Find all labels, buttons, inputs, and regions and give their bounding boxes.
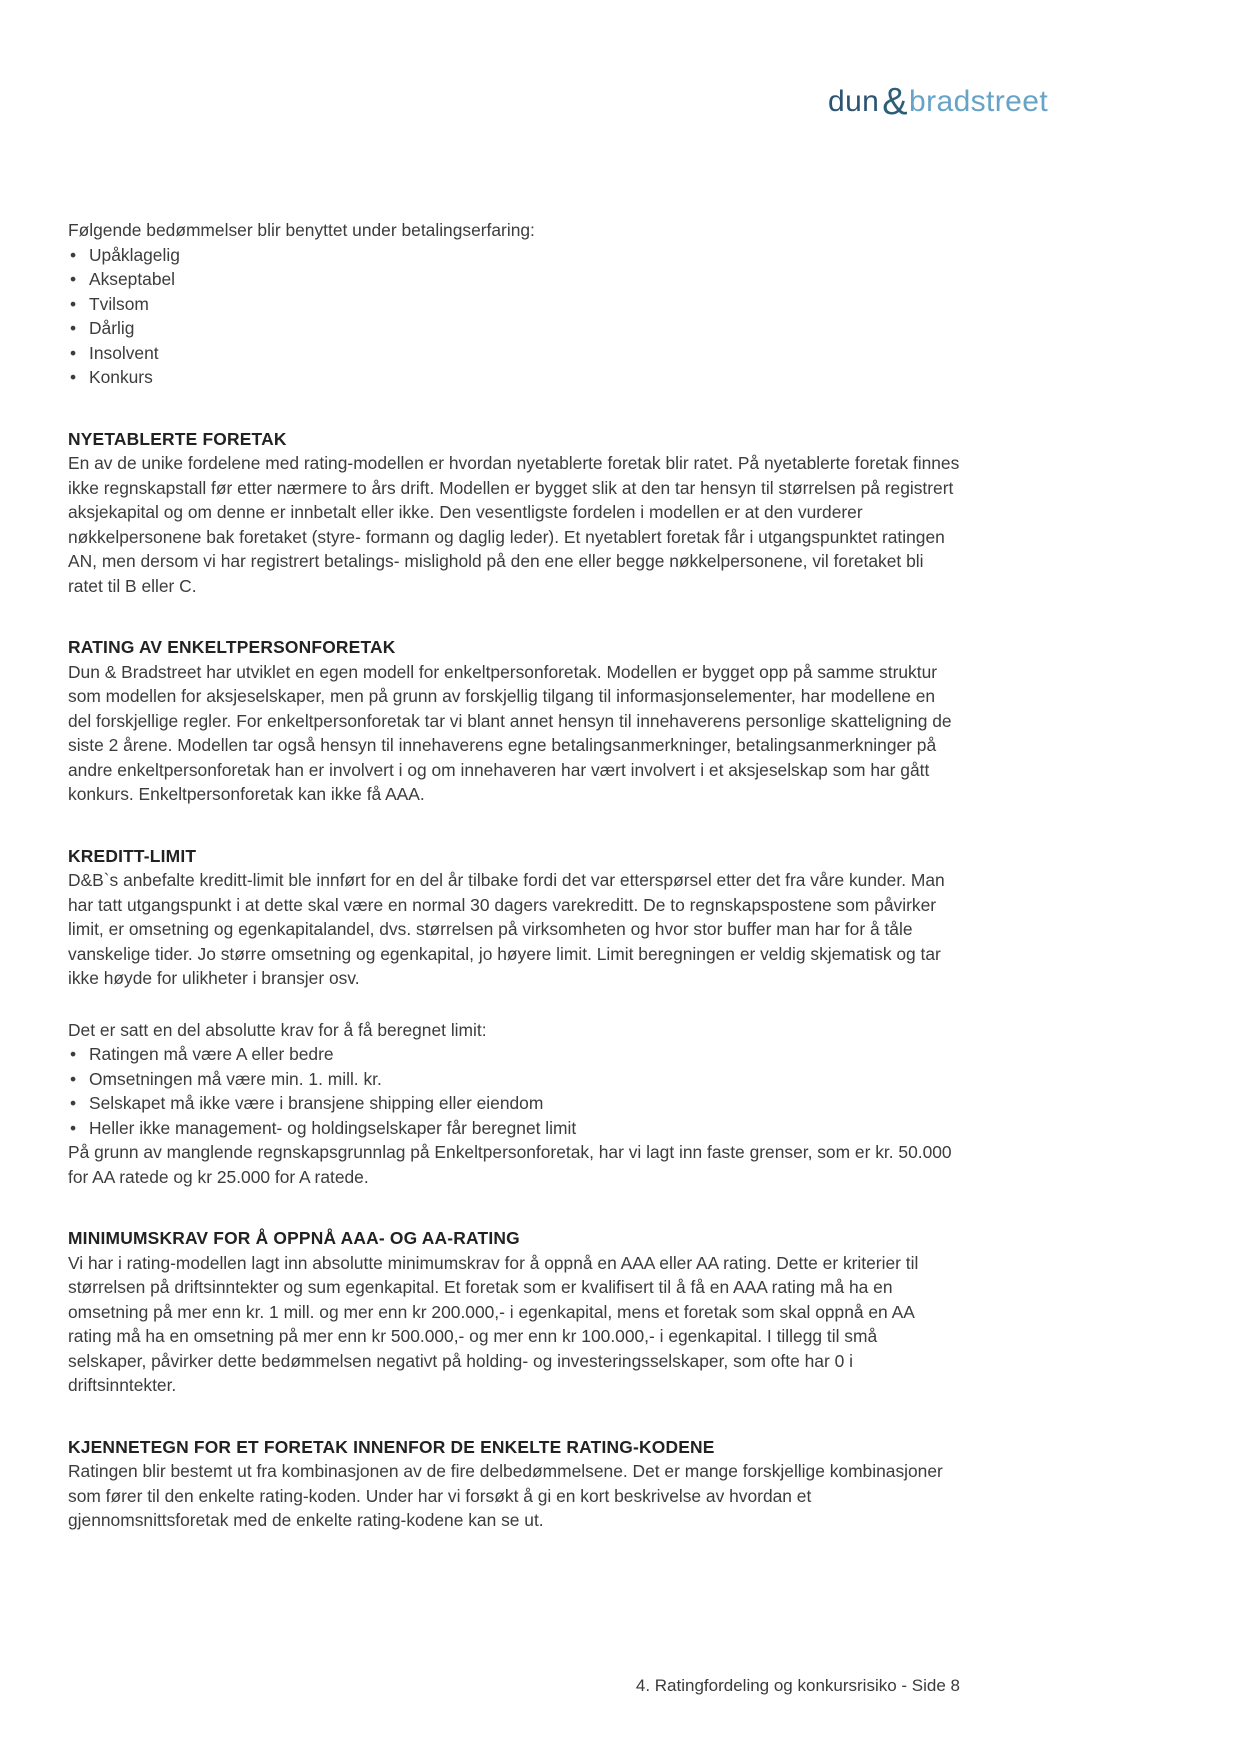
footer-page-label: 4. Ratingfordeling og konkursrisiko - Side 8 (635, 1676, 960, 1695)
section-heading: NYETABLERTE FORETAK (68, 428, 287, 449)
payment-assessments-lead: Følgende bedømmelser blir benyttet under betalingserfaring: (68, 220, 535, 240)
list-item: • Omsetningen må være min. 1. mill. kr. (68, 1067, 960, 1092)
list-item: • Insolvent (68, 341, 960, 366)
section-body-text: Ratingen blir bestemt ut fra kombinasjonen av de fire delbedømmelsene. Det er mange forskjellige kombinasjoner som fører til den enkelte rating-koden. Under har vi forsøkt å gi en kort beskrivelse av hvordan et gjennomsnittsforetak med de enkelte rating-kodene kan se ut. (68, 1461, 943, 1530)
list-item: • Selskapet må ikke være i bransjene shipping eller eiendom (68, 1091, 960, 1116)
section-new-companies (68, 427, 960, 599)
payment-assessments-list (68, 243, 960, 390)
limit-requirements-lead: Det er satt en del absolutte krav for å få beregnet limit: (68, 1019, 487, 1040)
list-item: • Heller ikke management- og holdingselskaper får beregnet limit (68, 1116, 960, 1141)
list-item: • Akseptabel (68, 267, 960, 292)
section-heading: KJENNETEGN FOR ET FORETAK INNENFOR DE ENKELTE RATING-KODENE (68, 1436, 715, 1457)
section-sole-proprietorships (68, 635, 960, 807)
section-body-text: Dun & Bradstreet har utviklet en egen modell for enkeltpersonforetak. Modellen er bygget opp på samme struktur som modellen for aksjeselskaper, men på grunn av forskjellig tilgang til informasjonselementer, har modellene en del forskjellige regler. For enkeltpersonforetak tar vi blant annet hensyn til innehaverens personlige skatteligning de siste 2 årene. Modellen tar også hensyn til innehaverens egne betalingsanmerkninger, betalingsanmerkninger på andre enkeltpersonforetak han er involvert i og om innehaveren har vært involvert i et aksjeselskap som har gått konkurs. Enkeltpersonforetak kan ikke få AAA. (68, 661, 952, 804)
list-item: • Tvilsom (68, 292, 960, 317)
section-heading: KREDITT-LIMIT (68, 845, 197, 866)
logo-word-bradstreet: bradstreet (909, 85, 1049, 118)
list-item: • Upåklagelig (68, 243, 960, 268)
list-item: • Ratingen må være A eller bedre (68, 1042, 960, 1067)
limit-requirements (68, 1018, 960, 1141)
dun-bradstreet-logo (828, 80, 1049, 123)
section-heading: RATING AV ENKELTPERSONFORETAK (68, 637, 396, 657)
section-minimum-requirements (68, 1226, 960, 1398)
list-item: • Dårlig (68, 316, 960, 341)
section-body-text: D&B`s anbefalte kreditt-limit ble innført for en del år tilbake fordi det var etterspørsel etter det fra våre kunder. Man har tatt utgangspunkt i at dette skal være en normal 30 dagers varekreditt. De to regnskapspostene som påvirker limit, er omsetning og egenkapitalandel, dvs. størrelsen på virksomheten og hvor stor buffer man har for å tåle vanskelige tider. Jo større omsetning og egenkapital, jo høyere limit. Limit beregningen er veldig skjematisk og tar ikke høyde for ulikheter i bransjer osv. (68, 870, 945, 988)
section-rating-characteristics (68, 1435, 960, 1533)
section-body-text: En av de unike fordelene med rating-modellen er hvordan nyetablerte foretak blir ratet. På nyetablerte foretak finnes ikke regnskapstall før etter nærmere to års drift. Modellen er bygget slik at den tar hensyn til størrelsen på registrert aksjekapital og om denne er innbetalt eller ikke. Den vesentligste fordelen i modellen er at den vurderer nøkkelpersonene bak foretaket (styre- formann og daglig leder). Et nyetablert foretak får i utgangspunktet ratingen AN, men dersom vi har registrert betalings- mislighold på den ene eller begge nøkkelpersonene, vil foretaket bli ratet til B eller C. (68, 453, 960, 596)
list-item: • Konkurs (68, 365, 960, 390)
document-body (68, 218, 960, 1533)
logo-word-dun: dun (828, 85, 880, 118)
section-heading: MINIMUMSKRAV FOR Å OPPNÅ AAA- OG AA-RATING (68, 1228, 520, 1248)
logo-ampersand-icon: & (882, 81, 909, 123)
fixed-limits-note: På grunn av manglende regnskapsgrunnlag på Enkeltpersonforetak, har vi lagt inn faste grenser, som er kr. 50.000 for AA ratede og kr 25.000 for A ratede. (68, 1142, 952, 1187)
section-credit-limit (68, 844, 960, 991)
limit-requirements-list (68, 1042, 960, 1140)
section-body-text: Vi har i rating-modellen lagt inn absolutte minimumskrav for å oppnå en AAA eller AA rating. Dette er kriterier til størrelsen på driftsinntekter og sum egenkapital. Et foretak som er kvalifisert til å få en AAA rating må ha en omsetning på mer enn kr. 1 mill. og mer enn kr 200.000,- i egenkapital, mens et foretak som skal oppnå en AA rating må ha en omsetning på mer enn kr 500.000,- og mer enn kr 100.000,- i egenkapital. I tillegg til små selskaper, påvirker dette bedømmelsen negativt på holding- og investeringsselskaper, som ofte har 0 i driftsinntekter. (68, 1252, 919, 1395)
